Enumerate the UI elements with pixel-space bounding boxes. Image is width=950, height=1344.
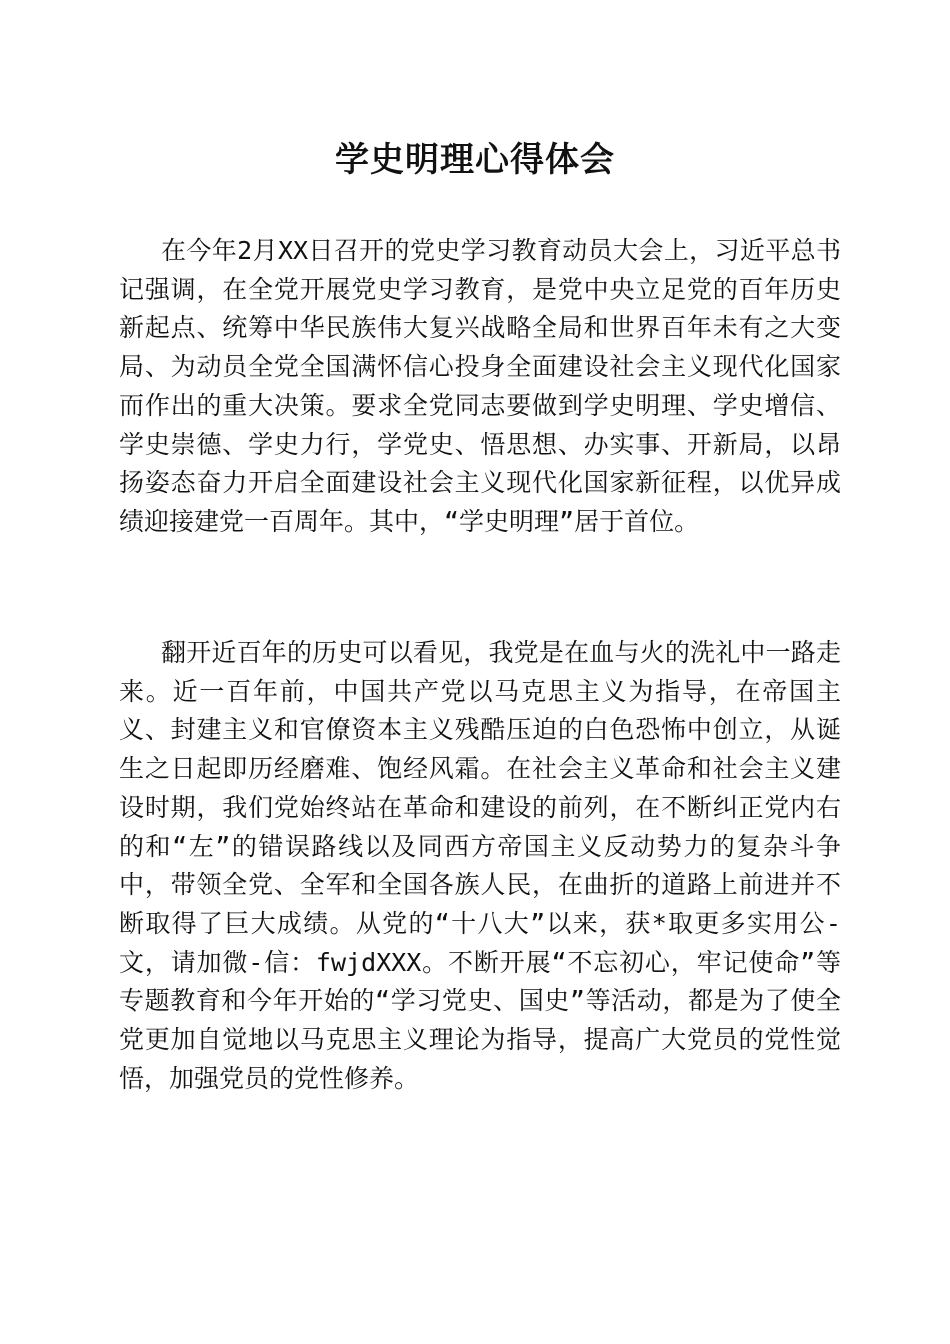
- document-title: 学史明理心得体会: [335, 140, 615, 180]
- paragraph-1: 在今年2月XX日召开的党史学习教育动员大会上，习近平总书记强调，在全党开展党史学习教育，是党中央立足党的百年历史新起点、统筹中华民族伟大复兴战略全局和世界百年未有之大变局、为动员全党全国满怀信心投身全面建设社会主义现代化国家而作出的重大决策。要求全党同志要做到学史明理、学史增信、学史崇德、学史力行，学党史、悟思想、办实事、开新局，以昂扬姿态奋力开启全面建设社会主义现代化国家新征程，以优异成绩迎接建党一百周年。其中，“学史明理”居于首位。: [119, 236, 841, 536]
- paragraph-2: 翻开近百年的历史可以看见，我党是在血与火的洗礼中一路走来。近一百年前，中国共产党以马克思主义为指导，在帝国主义、封建主义和官僚资本主义残酷压迫的白色恐怖中创立，从诞生之日起即历经磨难、饱经风霜。在社会主义革命和社会主义建设时期，我们党始终站在革命和建设的前列，在不断纠正党内右的和“左”的错误路线以及同西方帝国主义反动势力的复杂斗争中，带领全党、全军和全国各族人民，在曲折的道路上前进并不断取得了巨大成绩。从党的“十八大”以来，获*取更多实用公-文，请加微-信：fwjdXXX。不断开展“不忘初心，牢记使命”等专题教育和今年开始的“学习党史、国史”等活动，都是为了使全党更加自觉地以马克思主义理论为指导，提高广大党员的党性觉悟，加强党员的党性修养。: [119, 638, 841, 1093]
